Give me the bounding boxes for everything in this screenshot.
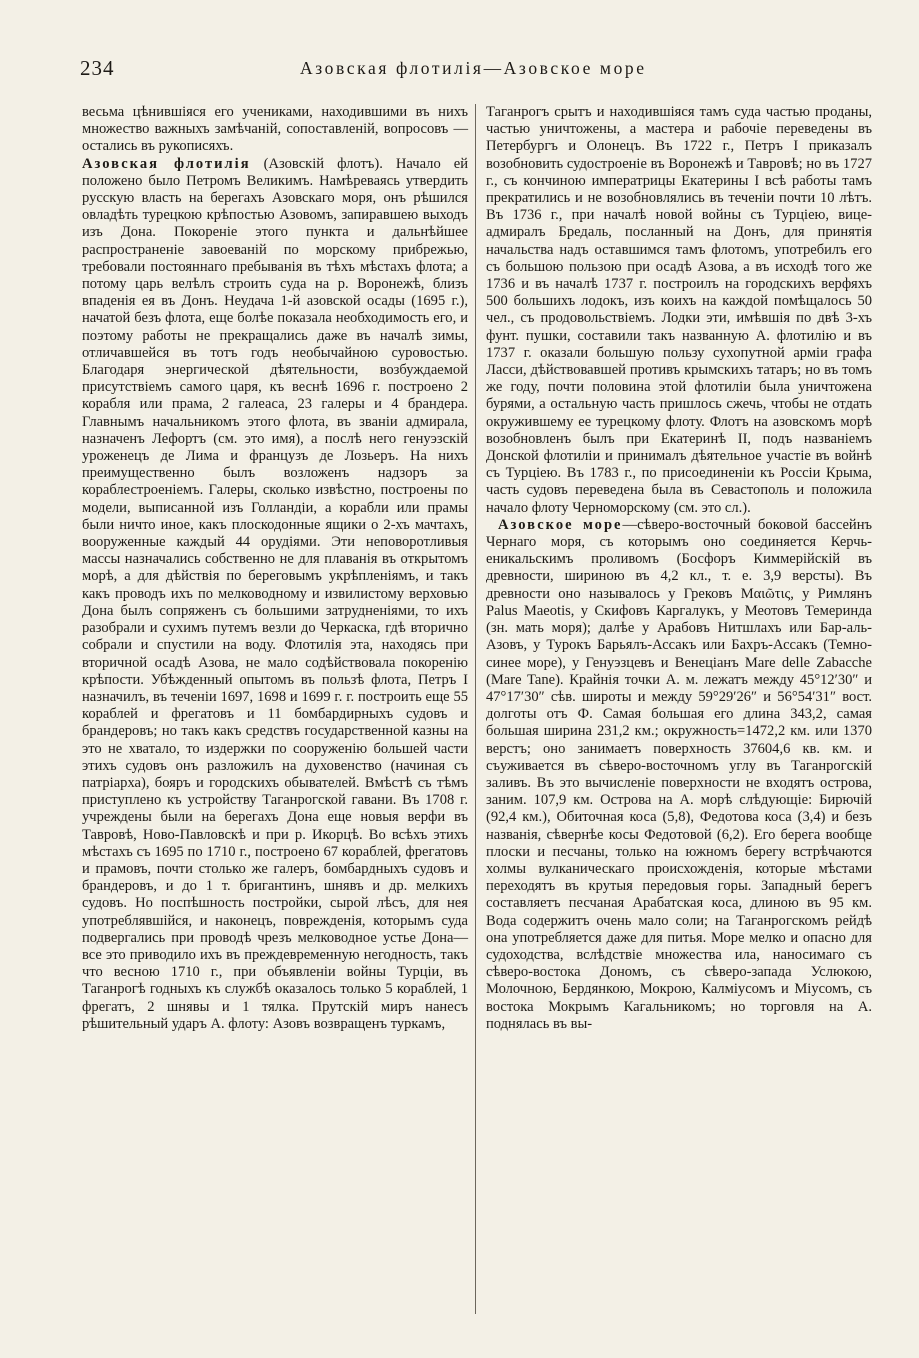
paragraph-continuation: весьма цѣнившіяся его учениками, находившими въ нихъ множество важныхъ замѣчаній, сопоставленій, вопросовъ — остались въ рукописяхъ. xyxy=(82,104,468,155)
running-title: Азовская флотилія—Азовское море xyxy=(300,58,647,78)
entry-headword: Азовское море xyxy=(498,516,623,533)
column-divider xyxy=(475,104,476,1314)
entry-azov-flotilla xyxy=(82,156,468,1033)
right-column xyxy=(486,104,872,1033)
paragraph-continuation: Таганрогъ срытъ и находившіяся тамъ суда частью проданы, частью уничтожены, а мастера и рабочіе переведены въ Петербургъ и Олонецъ. Въ 1722 г., Петръ I приказалъ возобновить судостроеніе въ Воронежѣ и Тавровѣ; но въ 1727 г., съ кончиною императрицы Екатерины I всѣ работы тамъ прекратились и не возобновлялись въ теченіи почти 10 лѣтъ. Въ 1736 г., при началѣ новой войны съ Турціею, вице-адмиралъ Бредаль, посланный на Донъ, для принятія начальства надъ оставшимся тамъ флотомъ, употребилъ его съ большою пользою при осадѣ Азова, а въ исходѣ того же 1736 и въ началѣ 1737 г. построилъ на городскихъ верфяхъ 500 большихъ лодокъ, изъ коихъ на каждой помѣщалось 50 чел., съ продовольствіемъ. Лодки эти, имѣвшія по двѣ 3-хъ фунт. пушки, составили такъ названную А. флотилію и въ 1737 г. оказали большую пользу сухопутной арміи графа Ласси, дѣйствовавшей противъ крымскихъ татаръ; но въ томъ же году, почти половина этой флотиліи была уничтожена бурями, а остальную часть пришлось сжечь, чтобы не отдать окружившему ее турецкому флоту. Флотъ на азовскомъ морѣ возобновленъ былъ при Екатеринѣ II, подъ названіемъ Донской флотиліи и принималъ дѣятельное участіе въ войнѣ съ Турціею. Въ 1783 г., по присоединеніи къ Россіи Крыма, часть судовъ переведена была въ Севастополь и положила начало флоту Черноморскому (см. это сл.). xyxy=(486,104,872,516)
entry-headword: Азовская флотилія xyxy=(82,155,251,172)
entry-text: —сѣверо-восточный боковой бассейнъ Чернаго моря, съ которымъ оно соединяется Керчь-еникальскимъ проливомъ (Босфоръ Киммерійскій въ древности, шириною въ 4,2 кл., т. е. 3,9 версты). Въ древности оно называлось у Грековъ Μαιῶτις, у Римлянъ Palus Maeotis, у Скифовъ Каргалукъ, у Меотовъ Темеринда (зн. мать моря); далѣе у Арабовъ Нитшлахъ или Бар-аль-Азовъ, у Турокъ Барьялъ-Ассакъ или Бахръ-Ассакъ (Темно-синее море), у Генуэзцевъ и Венеціанъ Mare delle Zabacche (Mare Tane). Крайнія точки А. м. лежатъ между 45°12′30″ и 47°17′30″ сѣв. широты и между 59°29′26″ и 56°54′31″ вост. долготы отъ Ф. Самая большая его длина 343,2, самая большая ширина 231,2 км.; окружность=1472,2 км. или 1370 верстъ; оно занимаетъ поверхность 37604,6 кв. км. и съуживается въ сѣверо-восточномъ углу въ Таганрогскій заливъ. Въ это вычисленіе поверхности не входятъ острова, заним. 107,9 км. Острова на А. морѣ слѣдующіе: Бирючій (92,4 км.), Обиточная коса (5,8), Федотова коса (3,4) и безъ названія, сѣвернѣе косы Федотовой (6,2). Его берега вообще плоски и песчаны, только на южномъ берегу встрѣчаются холмы вулканическаго происхожденія, которые мѣстами переходятъ въ крутыя передовыя горы. Западный берегъ составляетъ песчаная Арабатская коса, длиною въ 95 км. Вода содержитъ очень мало соли; на Таганрогскомъ рейдѣ она употребляется даже для питья. Море мелко и опасно для судоходства, вслѣдствіе множества ила, наносимаго съ сѣверо-востока Дономъ, съ сѣверо-запада Услюкою, Молочною, Бердянкою, Мокрою, Калміусомъ и Міусомъ, съ востока Мокрымъ Кагальникомъ; но торговля на А. поднялась въ вы- xyxy=(486,516,872,1032)
entry-azov-sea xyxy=(486,517,872,1033)
page-number: 234 xyxy=(80,56,115,80)
entry-text: (Азовскій флотъ). Начало ей положено было Петромъ Великимъ. Намѣреваясь утвердить русскую власть на берегахъ Азовскаго моря, онъ рѣшился овладѣть турецкою крѣпостью Азовомъ, запиравшею выходъ изъ Дона. Покореніе этого пункта и дальнѣйшее распространеніе завоеваній по морскому прибрежью, требовали постояннаго пребыванія въ тѣхъ мѣстахъ флота; а потому царь велѣлъ строить суда на р. Воронежѣ, близъ впаденія ея въ Донъ. Неудача 1-й азовской осады (1695 г.), начатой безъ флота, еще болѣе показала необходимость его, и поэтому работы не прекращались даже въ началѣ зимы, отличавшейся въ тотъ годъ необычайною суровостью. Благодаря энергической дѣятельности, возбуждаемой присутствіемъ самого царя, къ веснѣ 1696 г. построено 2 корабля или прама, 2 галеаса, 23 галеры и 4 брандера. Главнымъ начальникомъ этого флота, въ званіи адмирала, назначенъ Лефортъ (см. это имя), а послѣ него генуэзскій уроженецъ де Лима и французъ де Лозьеръ. На нихъ преимущественно былъ возложенъ надзоръ за кораблестроеніемъ. Галеры, сколько извѣстно, построены по модели, выписанной изъ Голландіи, а корабли или прамы были ничто иное, какъ плоскодонные ящики о 2-хъ мачтахъ, вооруженные каждый 44 орудіями. Эти неповоротливыя массы назначались собственно не для плаванія въ открытомъ морѣ, а для дѣйствія по береговымъ укрѣпленіямъ, и такъ какъ проводъ ихъ по мелководному и извилистому верховью Дона былъ сопряженъ съ большими затрудненіями, то ихъ разобрали и сухимъ путемъ везли до Черкаска, гдѣ вторично собрали и спустили на воду. Флотилія эта, находясь при вторичной осадѣ Азова, не мало содѣйствовала покоренію крѣпости. Убѣжденный опытомъ въ пользѣ флота, Петръ I назначилъ, въ теченіи 1697, 1698 и 1699 г. г. построить еще 55 кораблей и фрегатовъ и 11 бомбардирныхъ судовъ и брандеровъ; но такъ какъ средствъ государственной казны на это не хватало, то издержки по сооруженію большей части этихъ судовъ онъ разложилъ на духовенство (начиная съ патріарха), бояръ и городскихъ обывателей. Вмѣстѣ съ тѣмъ приступлено къ устройству Таганрогской гавани. Въ 1708 г. учреждены были на берегахъ Дона еще новыя верфи въ Тавровѣ, Ново-Павловскѣ и при р. Икорцѣ. Во всѣхъ этихъ мѣстахъ съ 1695 по 1710 г., построено 67 кораблей, фрегатовъ и прамовъ, почти столько же галеръ, бомбардныхъ судовъ и брандеровъ, и до 1 т. бригантинъ, шнявъ и др. мелкихъ судовъ. Но поспѣшность постройки, сырой лѣсъ, для нея употреблявшійся, и наконецъ, поврежденія, которымъ суда подвергались при проводѣ чрезъ мелководное устье Дона—все это приводило ихъ въ преждевременную негодность, такъ что весною 1710 г., при объявленіи войны Турціи, въ Таганрогѣ годныхъ къ службѣ оказалось только 5 кораблей, 1 фрегатъ, 2 шнявы и 1 тялка. Прутскій миръ нанесъ рѣшительный ударъ А. флоту: Азовъ возвращенъ туркамъ, xyxy=(82,155,468,1032)
left-column xyxy=(82,104,468,1033)
